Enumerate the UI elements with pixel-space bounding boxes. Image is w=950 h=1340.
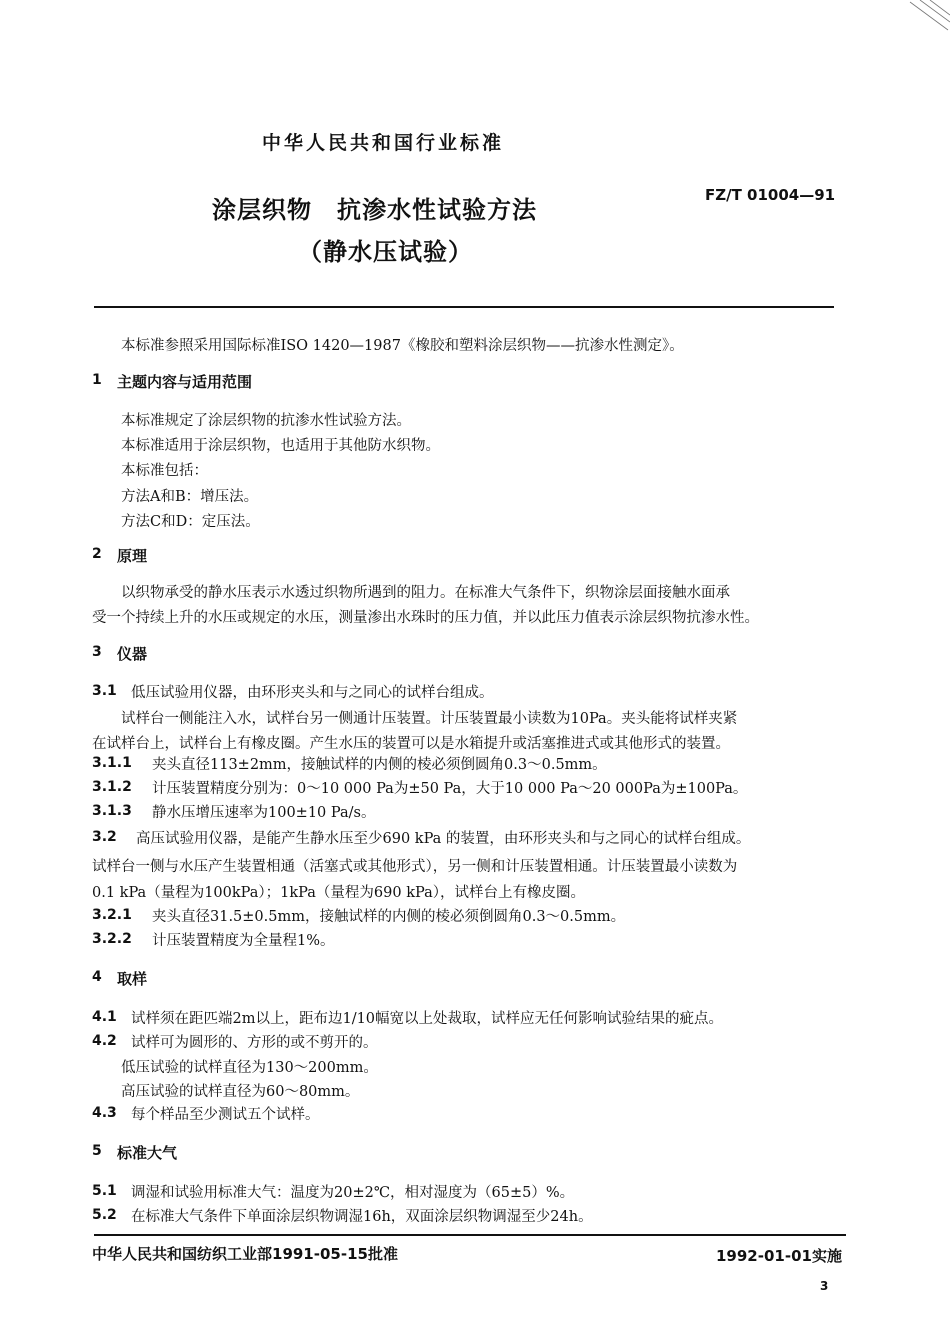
clause-3-1-2-text: 计压装置精度分别为：0～10 000 Pa为±50 Pa，大于10 000 Pa～20 000Pa为±100Pa。: [152, 781, 748, 797]
document-title: 涂层织物 抗渗水性试验方法: [212, 196, 537, 224]
clause-3-2-number: 3.2: [92, 829, 117, 845]
clause-3-2-1-text: 夹头直径31.5±0.5mm，接触试样的内侧的棱必须倒圆角0.3～0.5mm。: [152, 909, 626, 925]
section-4-title: 取样: [117, 970, 148, 988]
clause-4-2-paragraph: 低压试验的试样直径为130～200mm。: [121, 1060, 378, 1076]
clause-5-2-text: 在标准大气条件下单面涂层织物调湿16h，双面涂层织物调湿至少24h。: [131, 1209, 593, 1225]
clause-4-2-text: 试样可为圆形的、方形的或不剪开的。: [131, 1035, 378, 1051]
section-2-line: 受一个持续上升的水压或规定的水压，测量渗出水珠时的压力值，并以此压力值表示涂层织物抗渗水性。: [92, 610, 759, 626]
clause-3-1-paragraph: 试样台一侧能注入水，试样台另一侧通计压装置。计压装置最小读数为10Pa。夹头能将试样夹紧: [121, 711, 738, 727]
clause-3-2-paragraph: 0.1 kPa（量程为100kPa）；1kPa（量程为690 kPa），试样台上有橡皮圈。: [92, 885, 585, 901]
clause-3-2-1-number: 3.2.1: [92, 907, 132, 923]
standard-org-title: 中华人民共和国行业标准: [262, 132, 505, 154]
footer-rule: [94, 1234, 846, 1236]
effective-date: 1992-01-01实施: [716, 1247, 842, 1265]
intro-text: 本标准参照采用国际标准ISO 1420—1987《橡胶和塑料涂层织物——抗渗水性测定》。: [121, 338, 684, 354]
clause-3-2-2-number: 3.2.2: [92, 931, 132, 947]
clause-3-1-1-text: 夹头直径113±2mm，接触试样的内侧的棱必须倒圆角0.3～0.5mm。: [152, 757, 607, 773]
clause-5-2-number: 5.2: [92, 1207, 117, 1223]
clause-4-1-text: 试样须在距匹端2m以上，距布边1/10幅宽以上处裁取，试样应无任何影响试验结果的疵点。: [131, 1011, 724, 1027]
section-1-line: 本标准规定了涂层织物的抗渗水性试验方法。: [121, 413, 411, 429]
clause-3-2-text: 高压试验用仪器，是能产生静水压至少690 kPa 的装置，由环形夹头和与之同心的试样台组成。: [136, 831, 751, 847]
clause-3-2-2-text: 计压装置精度为全量程1%。: [152, 933, 335, 949]
section-1-title: 主题内容与适用范围: [117, 373, 253, 391]
header-rule: [94, 306, 834, 308]
section-5-number: 5: [92, 1143, 102, 1159]
standard-code: FZ/T 01004—91: [705, 186, 836, 204]
clause-4-3-text: 每个样品至少测试五个试样。: [131, 1107, 320, 1123]
section-3-number: 3: [92, 644, 102, 660]
section-3-title: 仪器: [117, 645, 148, 663]
clause-4-3-number: 4.3: [92, 1105, 117, 1121]
clause-3-1-3-number: 3.1.3: [92, 803, 132, 819]
clause-3-1-paragraph: 在试样台上，试样台上有橡皮圈。产生水压的装置可以是水箱提升或活塞推进式或其他形式的装置。: [92, 736, 730, 752]
clause-3-1-2-number: 3.1.2: [92, 779, 132, 795]
clause-4-2-paragraph: 高压试验的试样直径为60～80mm。: [121, 1084, 360, 1100]
section-1-line: 方法C和D：定压法。: [121, 514, 260, 530]
clause-4-1-number: 4.1: [92, 1009, 117, 1025]
section-2-title: 原理: [117, 547, 148, 565]
clause-4-2-number: 4.2: [92, 1033, 117, 1049]
clause-3-1-number: 3.1: [92, 683, 117, 699]
page-number: 3: [820, 1279, 829, 1293]
section-2-number: 2: [92, 546, 102, 562]
clause-3-2-paragraph: 试样台一侧与水压产生装置相通（活塞式或其他形式），另一侧和计压装置相通。计压装置最小读数为: [92, 859, 738, 875]
section-1-line: 方法A和B：增压法。: [121, 489, 259, 505]
section-5-title: 标准大气: [117, 1144, 178, 1162]
section-4-number: 4: [92, 969, 102, 985]
section-2-line: 以织物承受的静水压表示水透过织物所遇到的阻力。在标准大气条件下，织物涂层面接触水面承: [121, 585, 730, 601]
clause-3-1-text: 低压试验用仪器，由环形夹头和与之同心的试样台组成。: [131, 685, 494, 701]
section-1-line: 本标准包括：: [121, 463, 208, 479]
document-subtitle: （静水压试验）: [298, 238, 473, 266]
corner-scan-mark: [890, 0, 950, 40]
section-1-number: 1: [92, 372, 102, 388]
clause-3-1-3-text: 静水压增压速率为100±10 Pa/s。: [152, 805, 376, 821]
clause-3-1-1-number: 3.1.1: [92, 755, 132, 771]
clause-5-1-text: 调湿和试验用标准大气：温度为20±2℃，相对湿度为（65±5）%。: [131, 1185, 575, 1201]
approval-statement: 中华人民共和国纺织工业部1991-05-15批准: [92, 1245, 398, 1263]
section-1-line: 本标准适用于涂层织物，也适用于其他防水织物。: [121, 438, 440, 454]
clause-5-1-number: 5.1: [92, 1183, 117, 1199]
